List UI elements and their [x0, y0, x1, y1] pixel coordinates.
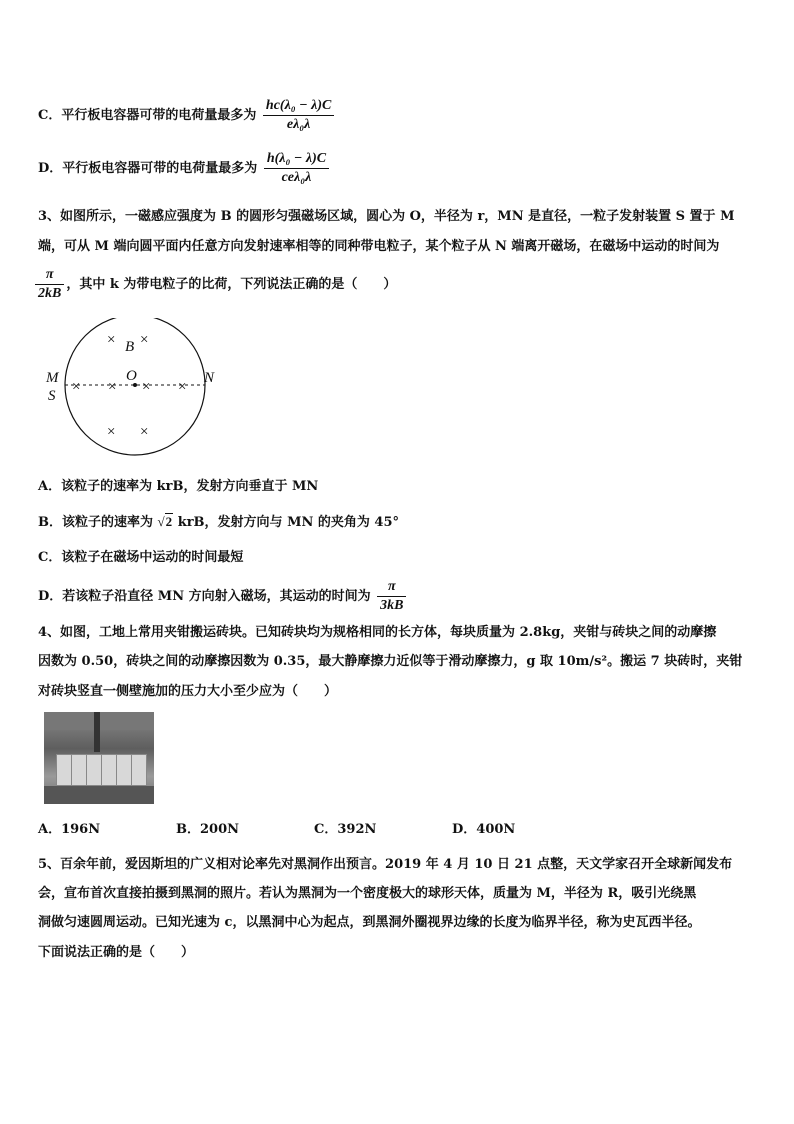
- cross-mark: ×: [178, 379, 187, 395]
- q4-stem-line2: 因数为 0.50，砖块之间的动摩擦因数为 0.35，最大静摩擦力近似等于滑动摩擦力，g 取 10m/s²。搬运 7 块砖时，夹钳: [38, 654, 743, 669]
- q3-option-d: D．若该粒子沿直径 MN 方向射入磁场，其运动的时间为 $\frac{\pi}{3kB}$: [38, 578, 408, 615]
- cross-mark: ×: [107, 424, 116, 440]
- q2-option-d-fraction: $\frac{\text{h(λ₀ − λ)C}}{\text{ceλ₀λ}}$: [264, 150, 329, 187]
- q2-option-c: C．平行板电容器可带的电荷量最多为 $\frac{\text{hc(λ₀ − λ)C}}{\text{eλ₀λ}}$: [38, 97, 336, 134]
- q3-option-c: C．该粒子在磁场中运动的时间最短: [38, 550, 244, 565]
- q3-stem-line3: $\frac{\pi}{2kB}$ ，其中 k 为带电粒子的比荷，下列说法正确的是（ ）: [38, 266, 396, 303]
- q3-magnetic-field-diagram: [40, 318, 230, 458]
- q3-time-fraction: $\frac{\pi}{2kB}$: [35, 266, 64, 303]
- cross-mark: ×: [142, 379, 151, 395]
- label-s: S: [48, 388, 56, 404]
- q4-stem-line1: 4、如图，工地上常用夹钳搬运砖块。已知砖块均为规格相同的长方体，每块质量为 2.8kg，夹钳与砖块之间的动摩擦: [38, 625, 717, 640]
- q4-option-c: C．392N: [314, 822, 377, 837]
- label-n: N: [204, 370, 215, 386]
- q4-option-a: A．196N: [38, 822, 101, 837]
- cross-mark: ×: [72, 379, 81, 395]
- q5-stem-line3: 洞做匀速圆周运动。已知光速为 c，以黑洞中心为起点，到黑洞外圈视界边缘的长度为临界半径，称为史瓦西半径。: [38, 915, 701, 930]
- sqrt-expression: √2: [157, 514, 173, 529]
- q3-stem-line1: 3、如图所示，一磁感应强度为 B 的圆形匀强磁场区域，圆心为 O，半径为 r，MN 是直径，一粒子发射装置 S 置于 M: [38, 209, 735, 224]
- label-m: M: [46, 370, 59, 386]
- q4-option-d: D．400N: [452, 822, 516, 837]
- q5-stem-line4: 下面说法正确的是（ ）: [38, 945, 195, 960]
- q5-stem-line1: 5、百余年前，爱因斯坦的广义相对论率先对黑洞作出预言。2019 年 4 月 10 日 21 点整，天文学家召开全球新闻发布: [38, 857, 733, 872]
- q4-option-b: B．200N: [176, 822, 240, 837]
- brick-clamp-photo: [44, 712, 154, 804]
- q3-option-a: A．该粒子的速率为 krB，发射方向垂直于 MN: [38, 479, 319, 494]
- cross-mark: ×: [107, 332, 116, 348]
- label-b: B: [125, 339, 135, 355]
- label-o: O: [126, 368, 137, 384]
- cross-mark: ×: [140, 424, 149, 440]
- q3-stem-line2: 端，可从 M 端向圆平面内任意方向发射速率相等的同种带电粒子，某个粒子从 N 端离开磁场，在磁场中运动的时间为: [38, 239, 720, 254]
- q3-option-d-fraction: $\frac{\pi}{3kB}$: [377, 578, 406, 615]
- q2-option-c-fraction: $\frac{\text{hc(λ₀ − λ)C}}{\text{eλ₀λ}}$: [263, 97, 334, 134]
- cross-mark: ×: [108, 379, 117, 395]
- q5-stem-line2: 会，宣布首次直接拍摄到黑洞的照片。若认为黑洞为一个密度极大的球形天体，质量为 M，半径为 R，吸引光绕黑: [38, 886, 697, 901]
- q4-stem-line3: 对砖块竖直一侧壁施加的压力大小至少应为（ ）: [38, 684, 338, 699]
- q2-option-d: D．平行板电容器可带的电荷量最多为 $\frac{\text{h(λ₀ − λ)C}}{\text{ceλ₀λ}}$: [38, 150, 331, 187]
- q3-option-b: B．该粒子的速率为 √2 krB，发射方向与 MN 的夹角为 45°: [38, 514, 399, 530]
- cross-mark: ×: [140, 332, 149, 348]
